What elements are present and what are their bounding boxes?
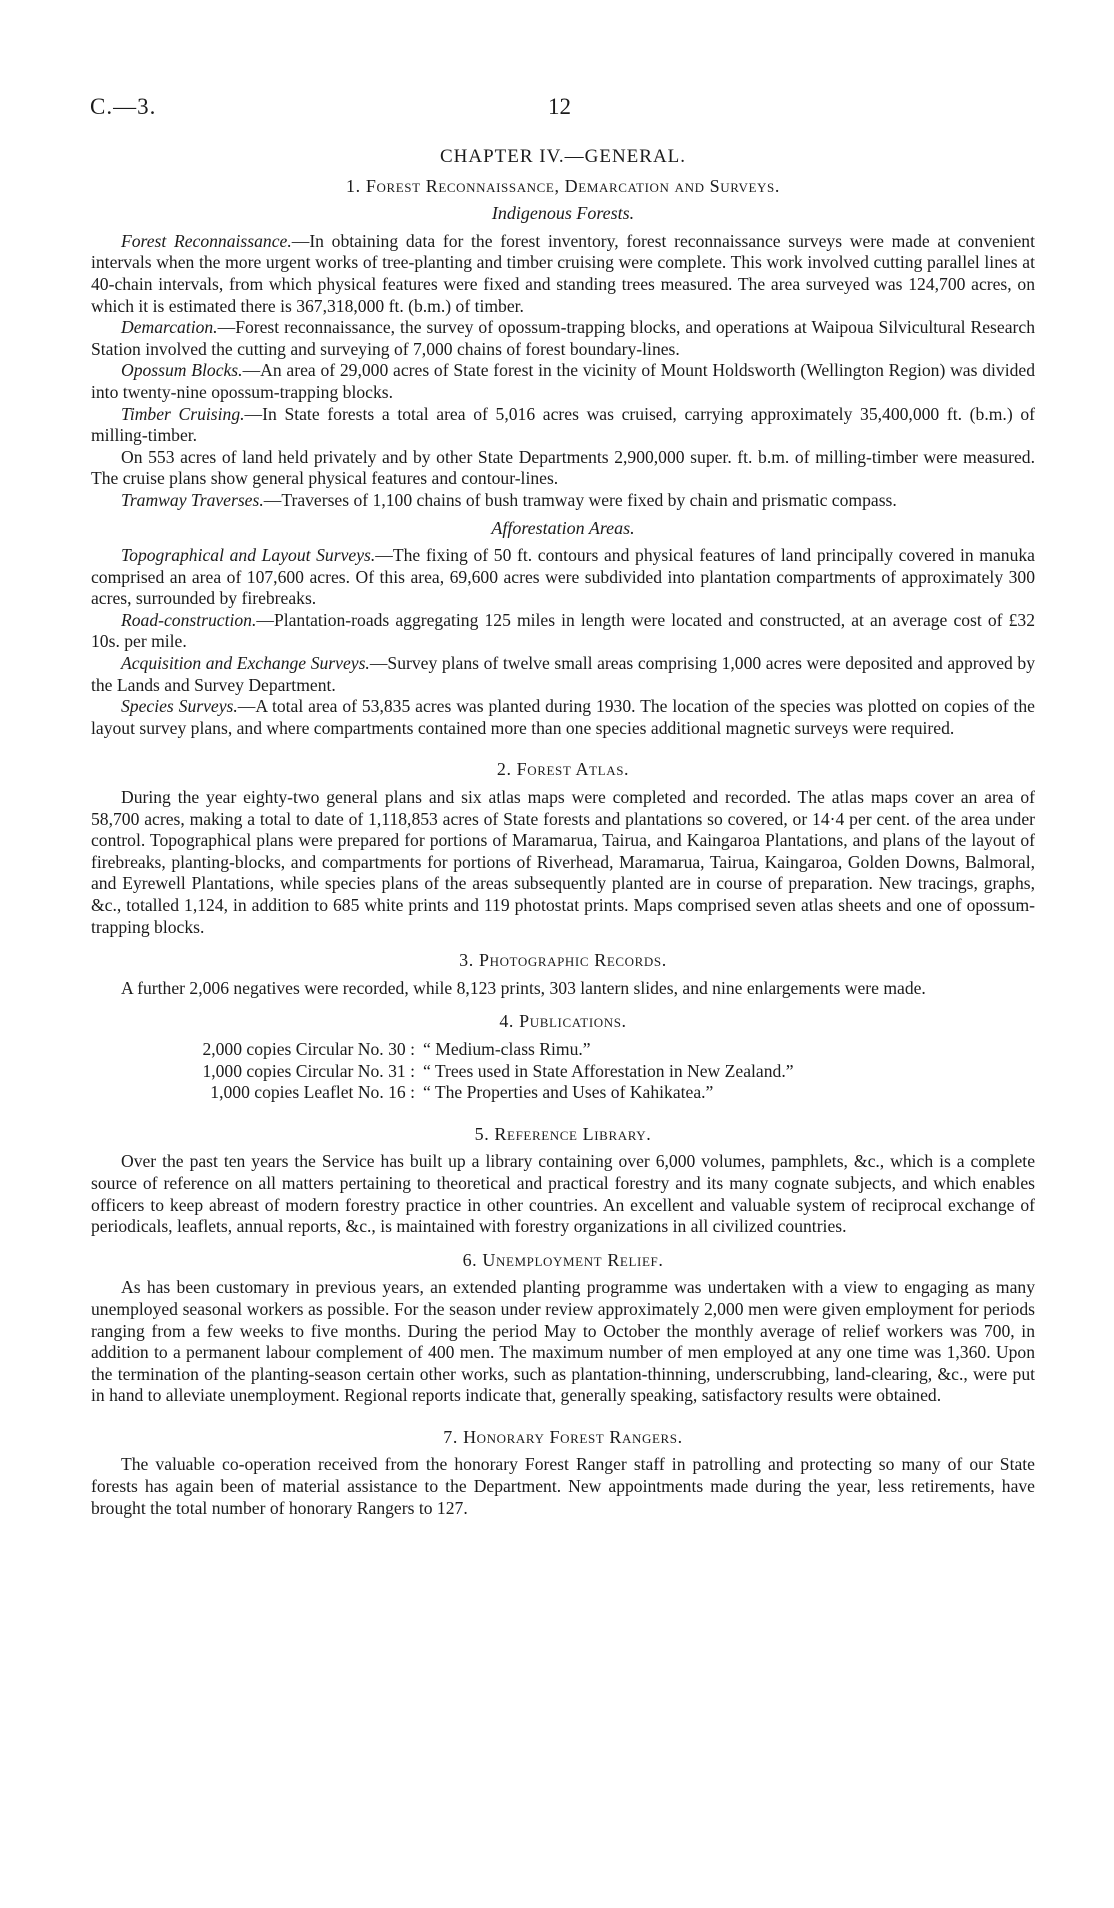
paragraph-text: —In State forests a total area of 5,016 acres was cruised, carrying approximately 35,400,000 ft. (b.m.) of milling-timber. [91,403,1035,446]
section-5-title: 5. Reference Library. [474,1123,652,1144]
page-number: 12 [548,94,571,119]
paragraph-text: —Plantation-roads aggregating 125 miles in length were located and constructed, at an average cost of £32 10s. per mile. [91,609,1035,652]
list-item [131,1082,1035,1104]
paragraph-text: —Survey plans of twelve small areas comprising 1,000 acres were deposited and approved by the Lands and Survey Department. [91,653,1036,695]
paragraph: A further 2,006 negatives were recorded, while 8,123 prints, 303 lantern slides, and nine enlargements were made. [121,977,926,998]
paragraph [91,490,1035,512]
paragraph-lead: Demarcation. [121,317,218,338]
paragraph [91,360,1035,403]
paragraph [91,545,1035,610]
subheading-indigenous: Indigenous Forests. [491,203,635,224]
publication-title: “ Trees used in State Afforestation in New Zealand.” [423,1060,794,1081]
publication-copies: 2,000 copies Circular No. 30 : [202,1038,415,1059]
paragraph-text: —Forest reconnaissance, the survey of opossum-trapping blocks, and operations at Waipoua Silvicultural Research Station involved the cutting and surveying of 7,000 chains of forest boundary-lines. [91,317,1035,359]
paragraph-lead: Species Surveys. [121,696,238,717]
paragraph [91,231,1035,317]
paragraph-lead: Tramway Traverses. [121,489,264,510]
paragraph-text: —The fixing of 50 ft. contours and physical features of land principally covered in manuka comprised an area of 107,600 acres. Of this area, 69,600 acres were subdivided into plantation compartments of approximately 300 acres, surrounded by firebreaks. [91,545,1035,609]
subheading-afforestation: Afforestation Areas. [491,517,635,538]
paragraph: As has been customary in previous years, an extended planting programme was undertaken with a view to engaging as many unemployed seasonal workers as possible. For the season under review approximately 2,000 men were given employment for periods ranging from a few weeks to five months. During the period May to October the monthly average of relief workers was 700, in addition to a permanent labour complement of 400 men. The maximum number of men employed at any one time was 1,360. Upon the termination of the planting-season certain other works, such as plantation-thinning, underscrubbing, land-clearing, &c., were put in hand to alleviate unemployment. Regional reports indicate that, generally speaking, satisfactory results were obtained. [91,1277,1035,1406]
section-7-title: 7. Honorary Forest Rangers. [443,1426,683,1447]
paragraph-text: —In obtaining data for the forest inventory, forest reconnaissance surveys were made at convenient intervals when the more urgent works of tree-planting and timber cruising were complete. This work involved cutting parallel lines at 40-chain intervals, from which physical features were fixed and standing trees measured. The area surveyed was 124,700 acres, on which it is estimated there is 367,318,000 ft. (b.m.) of timber. [91,230,1035,316]
paragraph-lead: Opossum Blocks. [121,360,243,381]
paragraph [91,653,1035,696]
paragraph [91,610,1035,653]
section-1-title: 1. Forest Reconnaissance, Demarcation and Surveys. [346,175,780,196]
paragraph-text: —Traverses of 1,100 chains of bush tramway were fixed by chain and prismatic compass. [263,489,897,510]
publication-title: “ The Properties and Uses of Kahikatea.” [423,1082,714,1103]
publications-list [131,1039,1035,1104]
paragraph-lead: Acquisition and Exchange Surveys. [121,653,370,674]
paragraph: On 553 acres of land held privately and by other State Departments 2,900,000 super. ft. b.m. of milling-timber were measured. The cruise plans show general physical features and contour-lines. [91,446,1035,489]
section-2-title: 2. Forest Atlas. [496,759,630,780]
paragraph [91,317,1035,360]
paragraph: Over the past ten years the Service has built up a library containing over 6,000 volumes, pamphlets, &c., which is a complete source of reference on all matters pertaining to theoretical and practical forestry and its many cognate subjects, and which enables officers to keep abreast of modern forestry practice in other countries. An excellent and valuable system of reciprocal exchange of periodicals, leaflets, annual reports, &c., is maintained with forestry organizations in all civilized countries. [91,1151,1035,1237]
section-3-title: 3. Photographic Records. [459,950,667,971]
publication-copies: 1,000 copies Circular No. 31 : [202,1060,415,1081]
paragraph-lead: Timber Cruising. [121,403,245,424]
paragraph-lead: Road-construction. [121,609,257,630]
publication-copies: 1,000 copies Leaflet No. 16 : [210,1082,415,1103]
paragraph-text: —An area of 29,000 acres of State forest in the vicinity of Mount Holdsworth (Wellington Region) was divided into twenty-nine opossum-trapping blocks. [91,360,1035,402]
publication-title: “ Medium-class Rimu.” [423,1038,591,1059]
paragraph-lead: Forest Reconnaissance. [121,230,292,251]
paragraph-text: —A total area of 53,835 acres was planted during 1930. The location of the species was plotted on copies of the layout survey plans, and where compartments contained more than one species additional magnetic surveys were required. [91,696,1035,738]
section-6-title: 6. Unemployment Relief. [462,1249,664,1270]
paragraph: During the year eighty-two general plans and six atlas maps were completed and recorded. The atlas maps cover an area of 58,700 acres, making a total to date of 1,118,853 acres of State forests and plantations so covered, or 14·4 per cent. of the area under control. Topographical plans were prepared for portions of Maramarua, Tairua, and Kaingaroa Plantations, and plans of the layout of firebreaks, planting-blocks, and compartments for portions of Riverhead, Maramarua, Tairua, Kaingaroa, Golden Downs, Balmoral, and Eyrewell Plantations, while species plans of the areas subsequently planted are in course of preparation. New tracings, graphs, &c., totalled 1,124, in addition to 685 white prints and 119 photostat prints. Maps comprised seven atlas sheets and one of opossum-trapping blocks. [91,787,1035,937]
list-item [131,1061,1035,1083]
paragraph-lead: Topographical and Layout Surveys. [121,545,376,566]
section-4-title: 4. Publications. [499,1011,627,1032]
text-column [91,146,1035,1519]
report-code: C.—3. [90,94,157,119]
paragraph [91,696,1035,739]
paragraph [91,404,1035,447]
paragraph: The valuable co-operation received from the honorary Forest Ranger staff in patrolling and protecting so many of our State forests has again been of material assistance to the Department. New appointments made during the year, less retirements, have brought the total number of honorary Rangers to 127. [91,1454,1035,1518]
list-item [131,1039,1035,1061]
chapter-title: CHAPTER IV.—GENERAL. [439,146,687,167]
